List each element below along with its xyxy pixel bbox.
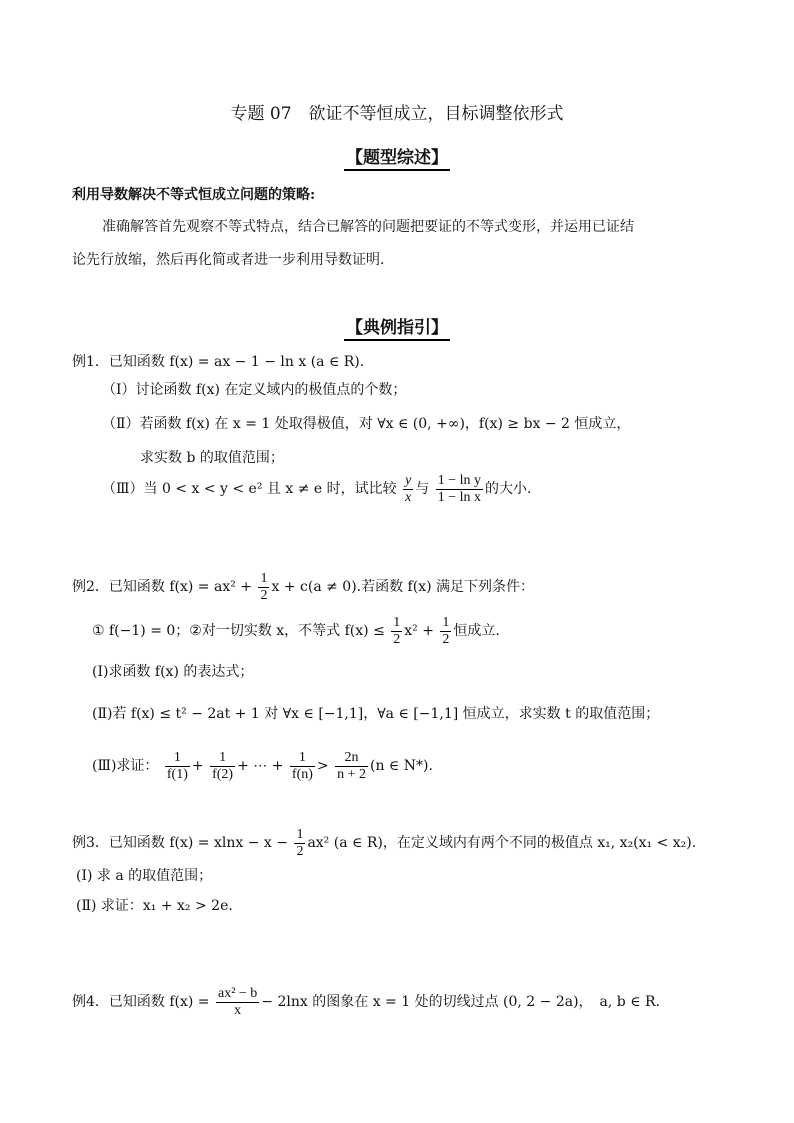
- example-1-part-2: （Ⅱ）若函数 f(x) 在 x = 1 处取得极值，对 ∀x ∈ (0, +∞)，f(x) ≥ bx − 2 恒成立，: [102, 416, 631, 432]
- example-1-part-3-text-b: 与: [415, 481, 430, 497]
- example-1-part-2-cont: 求实数 b 的取值范围；: [140, 450, 284, 466]
- page-title: 专题 07 欲证不等恒成立，目标调整依形式: [230, 104, 564, 124]
- example-2-conditions-text-b: x² +: [404, 623, 434, 639]
- fraction-denominator: 2: [393, 631, 401, 647]
- example-2-conditions-text-c: 恒成立.: [453, 623, 500, 639]
- fraction-one-half: [440, 615, 451, 648]
- fraction-numerator: 1: [260, 570, 268, 586]
- example-2-text-b: x + c(a ≠ 0).若函数 f(x) 满足下列条件：: [271, 579, 535, 595]
- example-2-part-2: (Ⅱ)若 f(x) ≤ t² − 2at + 1 对 ∀x ∈ [−1,1]，∀a ∈ [−1,1] 恒成立，求实数 t 的取值范围；: [92, 706, 660, 722]
- fraction-one-half: [391, 615, 402, 648]
- example-2-part-3: (Ⅲ)求证： $\frac{1}{f(1)}$ + $\frac{1}{f(2)}$ + ⋯ + $\frac{1}{f(n)}$ > $\frac{2n}{n + 2}$ (n ∈ N*).: [92, 749, 433, 782]
- strategy-line-1: 准确解答首先观察不等式特点，结合已解答的问题把要证的不等式变形，并运用已证结: [102, 219, 634, 235]
- example-1-part-3: [102, 472, 532, 506]
- strategy-line-2: 论先行放缩，然后再化简或者进一步利用导数证明.: [72, 252, 385, 268]
- fraction-denominator: 2: [442, 631, 450, 647]
- example-2-conditions-text-a: ① f(−1) = 0；②对一切实数 x，不等式 f(x) ≤: [92, 623, 385, 639]
- example-1-part-3-text-c: 的大小.: [485, 481, 532, 497]
- fraction-numerator: 1: [210, 750, 235, 767]
- example-3-part-2: (Ⅱ) 求证：x₁ + x₂ > 2e.: [76, 898, 233, 914]
- fraction-denominator: f(n): [291, 766, 313, 782]
- example-1-statement: 例1．已知函数 f(x) = ax − 1 − ln x (a ∈ R).: [72, 354, 365, 370]
- example-2-part-3-text-a: (Ⅲ)求证：: [92, 758, 159, 774]
- fraction-2n-over-n-plus-2: [335, 750, 368, 783]
- fraction-y-over-x: [403, 473, 413, 506]
- example-3-text-a: 例3．已知函数 f(x) = xlnx − x −: [72, 835, 288, 851]
- fraction-numerator: ax² − b: [218, 985, 258, 1001]
- fraction-denominator: 1 − ln x: [437, 489, 482, 505]
- example-2-part-3-text-b: (n ∈ N*).: [370, 758, 433, 774]
- fraction-numerator: 1: [165, 750, 190, 767]
- fraction-reciprocal-f2: [210, 750, 235, 783]
- example-2-part-1: (Ⅰ)求函数 f(x) 的表达式；: [92, 664, 254, 680]
- strategy-heading: 利用导数解决不等式恒成立问题的策略:: [72, 187, 316, 203]
- example-4-statement: [72, 982, 660, 1022]
- fraction-numerator: 1: [290, 750, 315, 767]
- fraction-denominator: 2: [296, 843, 304, 859]
- fraction-numerator: 1: [442, 614, 450, 630]
- fraction-numerator: y: [405, 472, 412, 488]
- example-2-part-3-dots: + ⋯ +: [237, 758, 284, 774]
- fraction-denominator: x: [234, 1002, 242, 1018]
- example-1-part-3-text-a: （Ⅲ）当 0 < x < y < e² 且 x ≠ e 时，试比较: [102, 481, 397, 497]
- fraction-denominator: x: [405, 489, 412, 505]
- example-1-part-1: （Ⅰ）讨论函数 f(x) 在定义域内的极值点的个数；: [102, 382, 407, 398]
- fraction-numerator: 1: [393, 614, 401, 630]
- fraction-reciprocal-f1: [165, 750, 190, 783]
- section-heading-examples-text: 【典例指引】: [344, 318, 450, 341]
- fraction-ax2-minus-b-over-x: [216, 986, 259, 1019]
- fraction-one-half: [294, 827, 305, 860]
- fraction-denominator: f(1): [166, 766, 188, 782]
- example-4-text-a: 例4．已知函数 f(x) =: [72, 994, 210, 1010]
- fraction-denominator: n + 2: [337, 766, 366, 782]
- example-3-statement: [72, 826, 696, 860]
- example-2-text-a: 例2．已知函数 f(x) = ax² +: [72, 579, 253, 595]
- section-heading-examples: [0, 318, 794, 338]
- fraction-numerator: 1 − ln y: [437, 472, 482, 488]
- fraction-reciprocal-fn: [290, 750, 315, 783]
- example-3-part-1: (Ⅰ) 求 a 的取值范围；: [76, 868, 213, 884]
- example-2-conditions: [92, 614, 500, 648]
- fraction-denominator: 2: [260, 587, 268, 603]
- fraction-ln-ratio: [436, 473, 483, 506]
- example-3-text-b: ax² (a ∈ R)，在定义域内有两个不同的极值点 x₁, x₂(x₁ < x₂).: [307, 835, 697, 851]
- example-4-text-b: − 2lnx 的图象在 x = 1 处的切线过点 (0, 2 − 2a)， a, b ∈ R.: [261, 994, 661, 1010]
- fraction-numerator: 1: [296, 826, 304, 842]
- section-heading-overview-text: 【题型综述】: [344, 148, 450, 171]
- example-2-statement: [72, 570, 534, 604]
- fraction-one-half: [258, 571, 269, 604]
- fraction-numerator: 2n: [335, 750, 368, 767]
- fraction-denominator: f(2): [212, 766, 234, 782]
- section-heading-overview: [0, 148, 794, 168]
